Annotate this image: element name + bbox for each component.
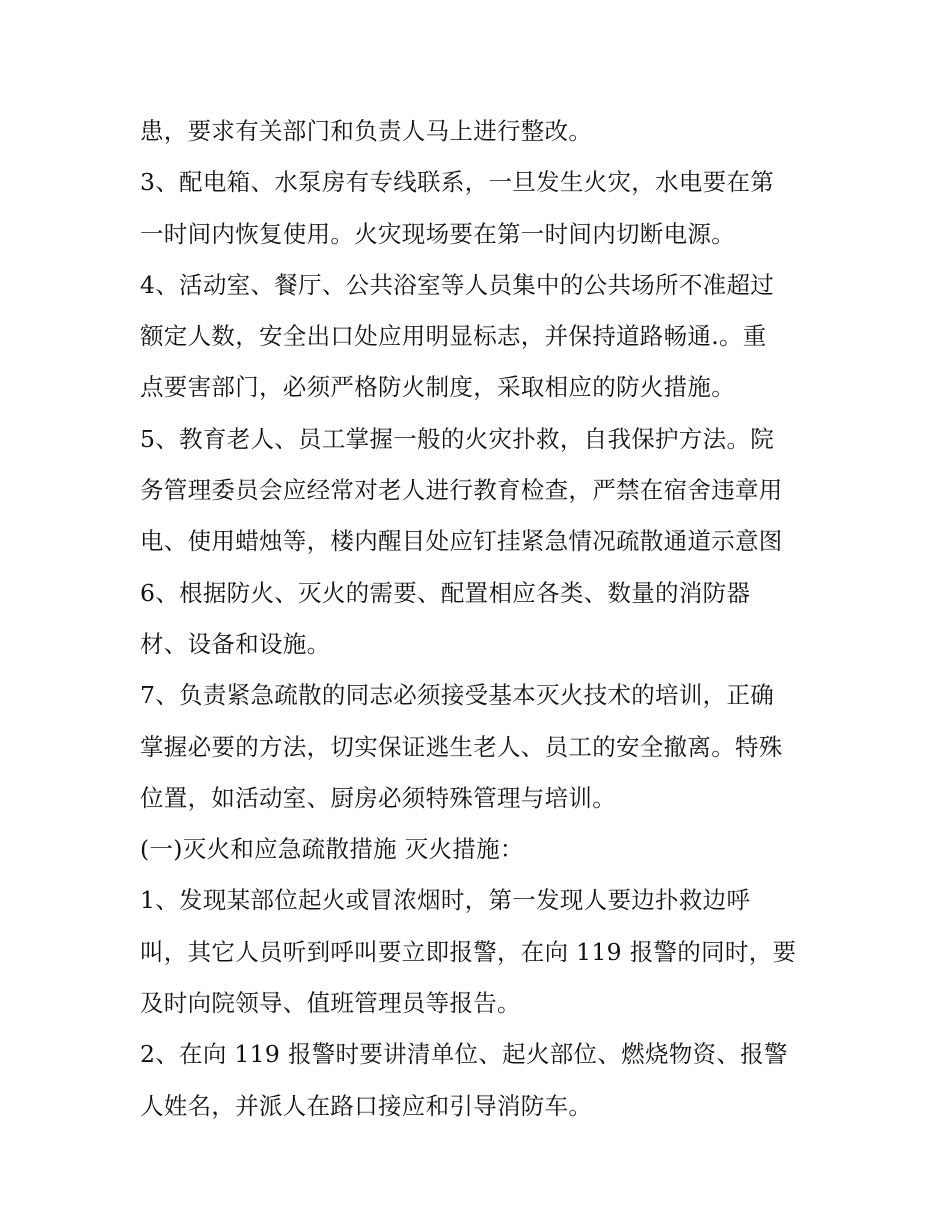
text-line: 人姓名，并派人在路口接应和引导消防车。 bbox=[140, 1091, 593, 1120]
body-text bbox=[140, 106, 820, 1132]
text-line: 位置，如活动室、厨房必须特殊管理与培训。 bbox=[140, 783, 616, 812]
section-heading: (一)灭火和应急疏散措施 灭火措施： bbox=[140, 835, 524, 864]
text-line: 点要害部门，必须严格防火制度，采取相应的防火措施。 bbox=[140, 373, 735, 402]
text-line: 5、教育老人、员工掌握一般的火灾扑救，自我保护方法。院 bbox=[140, 424, 775, 453]
text-line: 4、活动室、餐厅、公共浴室等人员集中的公共场所不准超过 bbox=[140, 270, 775, 299]
text-line: 材、设备和设施。 bbox=[140, 629, 331, 658]
text-line: 一时间内恢复使用。火灾现场要在第一时间内切断电源。 bbox=[140, 219, 735, 248]
text-line: 患，要求有关部门和负责人马上进行整改。 bbox=[140, 117, 593, 145]
text-line: 叫，其它人员听到呼叫要立即报警，在向 119 报警的同时，要 bbox=[140, 937, 797, 966]
text-line: 额定人数，安全出口处应用明显标志，并保持道路畅通.。重 bbox=[140, 322, 767, 351]
text-line: 2、在向 119 报警时要讲清单位、起火部位、燃烧物资、报警 bbox=[140, 1040, 788, 1069]
text-line: 3、配电箱、水泵房有专线联系，一旦发生火灾，水电要在第 bbox=[140, 168, 775, 197]
text-line: 6、根据防火、灭火的需要、配置相应各类、数量的消防器 bbox=[140, 578, 751, 607]
text-line: 及时向院领导、值班管理员等报告。 bbox=[140, 989, 521, 1018]
text-line: 务管理委员会应经常对老人进行教育检查，严禁在宿舍违章用 bbox=[140, 476, 783, 505]
text-line: 1、发现某部位起火或冒浓烟时，第一发现人要边扑救边呼 bbox=[140, 886, 751, 915]
text-line: 电、使用蜡烛等，楼内醒目处应钉挂紧急情况疏散通道示意图 bbox=[140, 527, 783, 556]
text-line: 掌握必要的方法，切实保证逃生老人、员工的安全撤离。特殊 bbox=[140, 732, 783, 761]
text-line: 7、负责紧急疏散的同志必须接受基本灭火技术的培训，正确 bbox=[140, 681, 775, 710]
